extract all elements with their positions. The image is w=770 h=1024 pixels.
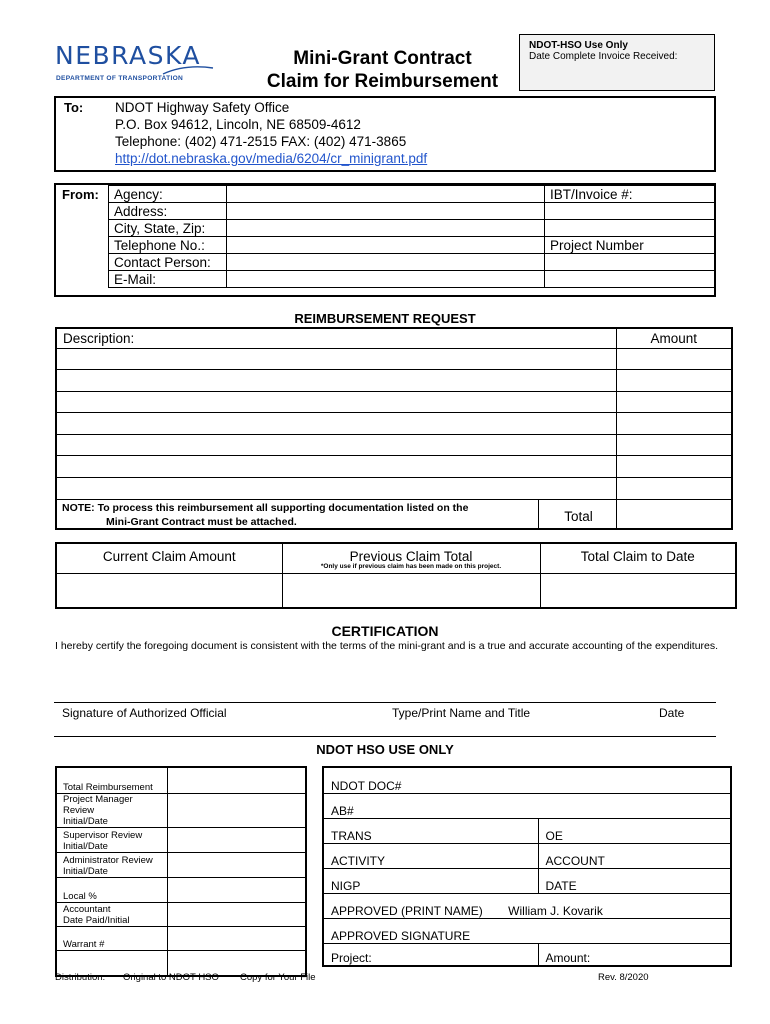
footer-distribution: Distribution: xyxy=(55,972,106,983)
hso-left-label: Warrant # xyxy=(56,926,167,950)
note-text: NOTE: To process this reimbursement all supporting documentation listed on the Mini-Grant Contract must be attached. xyxy=(62,501,469,528)
hso-left-label: Project Manager Review Initial/Date xyxy=(56,793,167,827)
approved-print-cell xyxy=(323,893,731,918)
from-row xyxy=(109,186,716,203)
title-line1: Mini-Grant Contract xyxy=(293,48,472,69)
approved-name: William J. Kovarik xyxy=(508,903,603,918)
signature-line xyxy=(54,702,716,703)
total-to-date-value[interactable] xyxy=(540,573,736,608)
office-use-label: Date Complete Invoice Received: xyxy=(529,51,678,62)
approved-print-label: APPROVED (PRINT NAME) xyxy=(331,903,483,918)
from-row xyxy=(109,220,716,237)
from-field-value[interactable] xyxy=(227,254,545,271)
description-cell[interactable] xyxy=(56,391,616,413)
total-to-date-header: Total Claim to Date xyxy=(540,543,736,573)
logo-word: NEBRASKA xyxy=(55,41,202,70)
project-cell: Project: xyxy=(323,943,538,966)
current-claim-header: Current Claim Amount xyxy=(56,543,282,573)
hso-left-row xyxy=(56,767,306,793)
from-field-value[interactable] xyxy=(227,237,545,254)
hso-left-label: Local % xyxy=(56,877,167,902)
from-right-field[interactable]: Project Number xyxy=(545,237,716,254)
from-fields-table xyxy=(108,185,716,288)
hso-left-label: Administrator Review Initial/Date xyxy=(56,852,167,877)
description-cell[interactable] xyxy=(56,413,616,435)
from-right-field[interactable] xyxy=(545,271,716,288)
to-address xyxy=(115,99,427,167)
hso-left-row xyxy=(56,926,306,950)
trans-cell: TRANS xyxy=(323,818,538,843)
description-cell[interactable] xyxy=(56,434,616,456)
to-link[interactable]: http://dot.nebraska.gov/media/6204/cr_minigrant.pdf xyxy=(115,151,428,166)
description-row xyxy=(56,456,732,478)
from-field-value[interactable] xyxy=(227,271,545,288)
description-cell[interactable] xyxy=(56,478,616,500)
page-title xyxy=(255,47,510,93)
previous-claim-value[interactable] xyxy=(282,573,540,608)
hso-left-value[interactable] xyxy=(167,926,306,950)
from-field-label: Agency: xyxy=(109,186,227,203)
claim-table xyxy=(55,542,737,609)
footer-rev: Rev. 8/2020 xyxy=(598,972,649,983)
hso-use-title: NDOT HSO USE ONLY xyxy=(316,742,454,757)
amount-cell: Amount: xyxy=(538,943,731,966)
from-field-label: Contact Person: xyxy=(109,254,227,271)
from-box xyxy=(54,183,716,297)
hso-left-table xyxy=(55,766,307,977)
total-label: Total xyxy=(538,499,618,529)
from-label: From: xyxy=(62,187,99,202)
name-title-label: Type/Print Name and Title xyxy=(392,706,531,720)
to-line1: NDOT Highway Safety Office xyxy=(115,100,290,115)
from-field-value[interactable] xyxy=(227,203,545,220)
office-use-title: NDOT-HSO Use Only xyxy=(529,40,628,51)
date-cell: DATE xyxy=(538,868,731,893)
amount-cell[interactable] xyxy=(616,370,732,392)
description-header: Description: xyxy=(56,328,616,348)
from-field-label: E-Mail: xyxy=(109,271,227,288)
amount-cell[interactable] xyxy=(616,391,732,413)
description-row xyxy=(56,348,732,370)
from-row xyxy=(109,237,716,254)
amount-cell[interactable] xyxy=(616,434,732,456)
note-cell xyxy=(56,499,616,529)
hso-left-value[interactable] xyxy=(167,827,306,852)
title-line2: Claim for Reimbursement xyxy=(266,71,499,92)
ab-cell: AB# xyxy=(323,793,731,818)
description-row xyxy=(56,413,732,435)
from-right-field[interactable]: IBT/Invoice #: xyxy=(545,186,716,203)
previous-claim-note: *Only use if previous claim has been made on this project. xyxy=(320,563,502,570)
description-row xyxy=(56,478,732,500)
amount-cell[interactable] xyxy=(616,478,732,500)
from-field-value[interactable] xyxy=(227,220,545,237)
footer-original: Original to NDOT HSO xyxy=(123,972,219,983)
previous-claim-header: Previous Claim Total *Only use if previous claim has been made on this project. xyxy=(282,543,540,573)
to-label: To: xyxy=(64,100,84,115)
hso-left-value[interactable] xyxy=(167,877,306,902)
description-row xyxy=(56,434,732,456)
hso-left-label: Supervisor Review Initial/Date xyxy=(56,827,167,852)
hso-left-row xyxy=(56,902,306,926)
from-row xyxy=(109,254,716,271)
from-field-label: Telephone No.: xyxy=(109,237,227,254)
footer-copy: Copy for Your File xyxy=(240,972,316,983)
hso-left-label: Accountant Date Paid/Initial xyxy=(56,902,167,926)
hso-left-value[interactable] xyxy=(167,767,306,793)
from-field-label: City, State, Zip: xyxy=(109,220,227,237)
from-row xyxy=(109,203,716,220)
hso-left-value[interactable] xyxy=(167,902,306,926)
approved-signature-cell: APPROVED SIGNATURE xyxy=(323,918,731,943)
description-row xyxy=(56,370,732,392)
from-right-field[interactable] xyxy=(545,254,716,271)
current-claim-value[interactable] xyxy=(56,573,282,608)
account-cell: ACCOUNT xyxy=(538,843,731,868)
from-row xyxy=(109,271,716,288)
amount-header: Amount xyxy=(616,328,732,348)
reimbursement-title: REIMBURSEMENT REQUEST xyxy=(294,311,476,326)
amount-cell[interactable] xyxy=(616,456,732,478)
from-right-field[interactable] xyxy=(545,220,716,237)
date-label: Date xyxy=(659,706,685,720)
description-cell[interactable] xyxy=(56,456,616,478)
total-value[interactable] xyxy=(616,499,732,529)
to-line2: P.O. Box 94612, Lincoln, NE 68509-4612 xyxy=(115,117,361,132)
certification-title: CERTIFICATION xyxy=(331,623,439,639)
to-box xyxy=(54,96,716,172)
certification-text: I hereby certify the foregoing document is consistent with the terms of the mini-grant and is a true and accurate accounting of the expenditures. xyxy=(55,640,719,652)
hso-left-value[interactable] xyxy=(167,852,306,877)
oe-cell: OE xyxy=(538,818,731,843)
description-cell[interactable] xyxy=(56,370,616,392)
logo-subtitle: DEPARTMENT OF TRANSPORTATION xyxy=(56,75,184,82)
from-right-field[interactable] xyxy=(545,203,716,220)
signature-label: Signature of Authorized Official xyxy=(62,706,227,720)
to-line3: Telephone: (402) 471-2515 FAX: (402) 471-3865 xyxy=(115,134,407,149)
amount-cell[interactable] xyxy=(616,413,732,435)
hso-left-value[interactable] xyxy=(167,793,306,827)
nebraska-dot-logo xyxy=(55,42,215,84)
hso-left-row xyxy=(56,877,306,902)
ndot-doc-cell: NDOT DOC# xyxy=(323,767,731,793)
reimbursement-table xyxy=(55,327,733,530)
from-field-value[interactable] xyxy=(227,186,545,203)
description-row xyxy=(56,391,732,413)
signature-bottom-line xyxy=(54,736,716,737)
hso-left-row xyxy=(56,793,306,827)
from-field-label: Address: xyxy=(109,203,227,220)
amount-cell[interactable] xyxy=(616,348,732,370)
hso-right-table xyxy=(322,766,732,967)
office-use-box xyxy=(519,34,715,91)
description-cell[interactable] xyxy=(56,348,616,370)
nigp-cell: NIGP xyxy=(323,868,538,893)
hso-left-row xyxy=(56,827,306,852)
hso-left-row xyxy=(56,852,306,877)
activity-cell: ACTIVITY xyxy=(323,843,538,868)
hso-left-label: Total Reimbursement xyxy=(56,767,167,793)
